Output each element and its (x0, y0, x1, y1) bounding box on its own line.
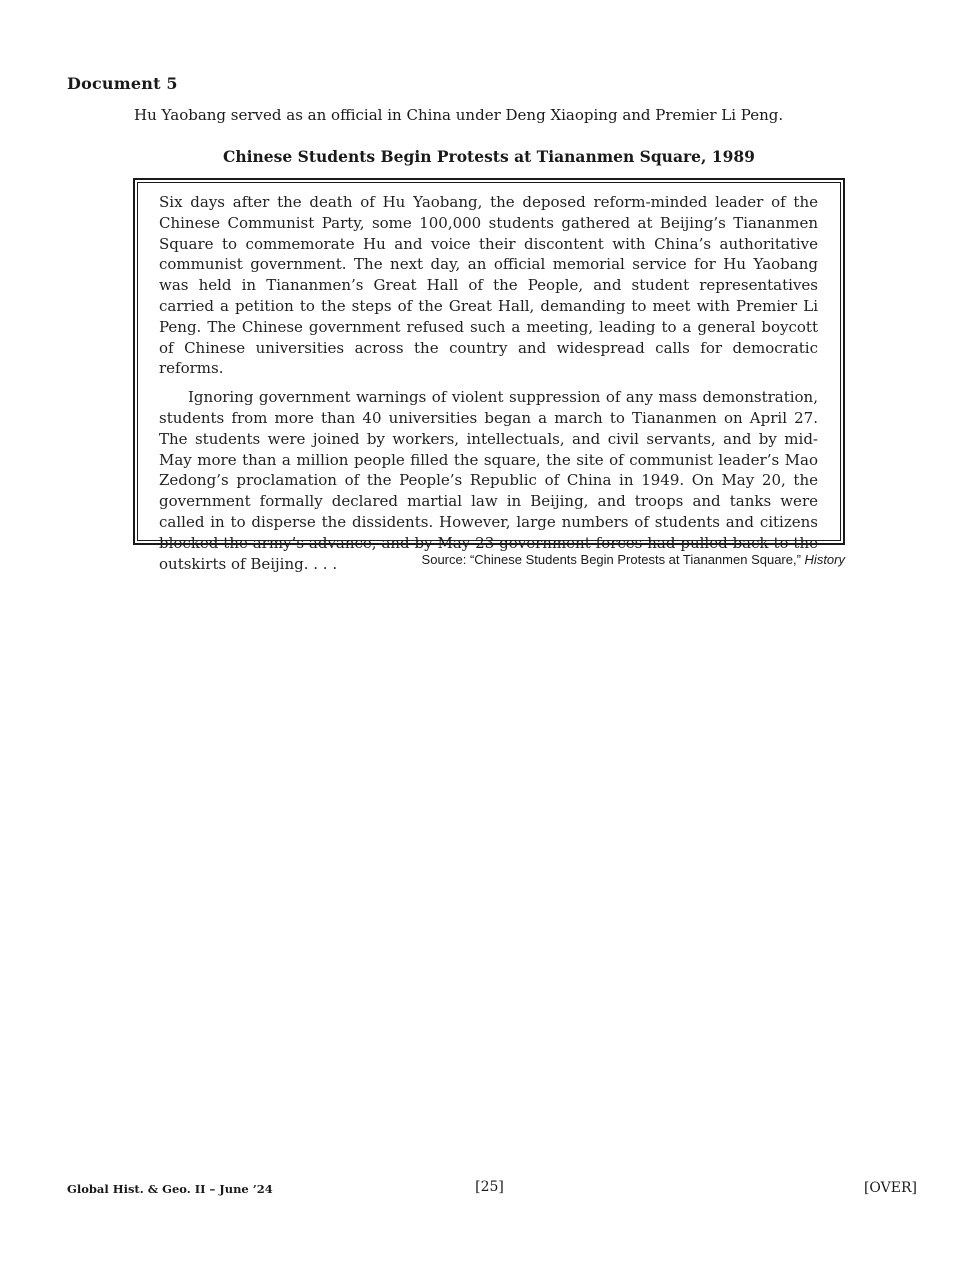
source-attribution-text: Source: “Chinese Students Begin Protests at Tiananmen Square,” (421, 552, 805, 567)
source-publication-name: History (804, 552, 845, 567)
excerpt-paragraph-2: Ignoring government warnings of violent suppression of any mass demonstration, students from more than 40 universities began a march to Tiananmen on April 27. The students were joined by workers, intellectuals, and civil servants, and by mid-May more than a million people filled the square, the site of communist leader’s Mao Zedong’s proclamation of the People’s Republic of China in 1949. On May 20, the government formally declared martial law in Beijing, and troops and tanks were called in to disperse the dissidents. However, large numbers of students and citizens blocked the army’s advance, and by May 23 government forces had pulled back to the outskirts of Beijing. . . . (159, 388, 818, 573)
footer-page-number: [25] (475, 1179, 504, 1195)
document-title: Chinese Students Begin Protests at Tiananmen Square, 1989 (223, 147, 755, 166)
source-attribution (133, 552, 845, 567)
excerpt-paragraph-1: Six days after the death of Hu Yaobang, the deposed reform-minded leader of the Chinese Communist Party, some 100,000 students gathered at Beijing’s Tiananmen Square to commemorate Hu and voice their discontent with China’s authoritative communist government. The next day, an official memorial service for Hu Yaobang was held in Tiananmen’s Great Hall of the People, and student representatives carried a petition to the steps of the Great Hall, demanding to meet with Premier Li Peng. The Chinese government refused such a meeting, leading to a general boycott of Chinese universities across the country and widespread calls for democratic reforms. (159, 193, 818, 378)
document-label: Document 5 (67, 74, 178, 93)
document-intro: Hu Yaobang served as an official in China under Deng Xiaoping and Premier Li Peng. (134, 106, 784, 124)
footer-exam-title: Global Hist. & Geo. II – June ’24 (67, 1182, 273, 1196)
footer-over-indicator: [OVER] (863, 1180, 917, 1196)
